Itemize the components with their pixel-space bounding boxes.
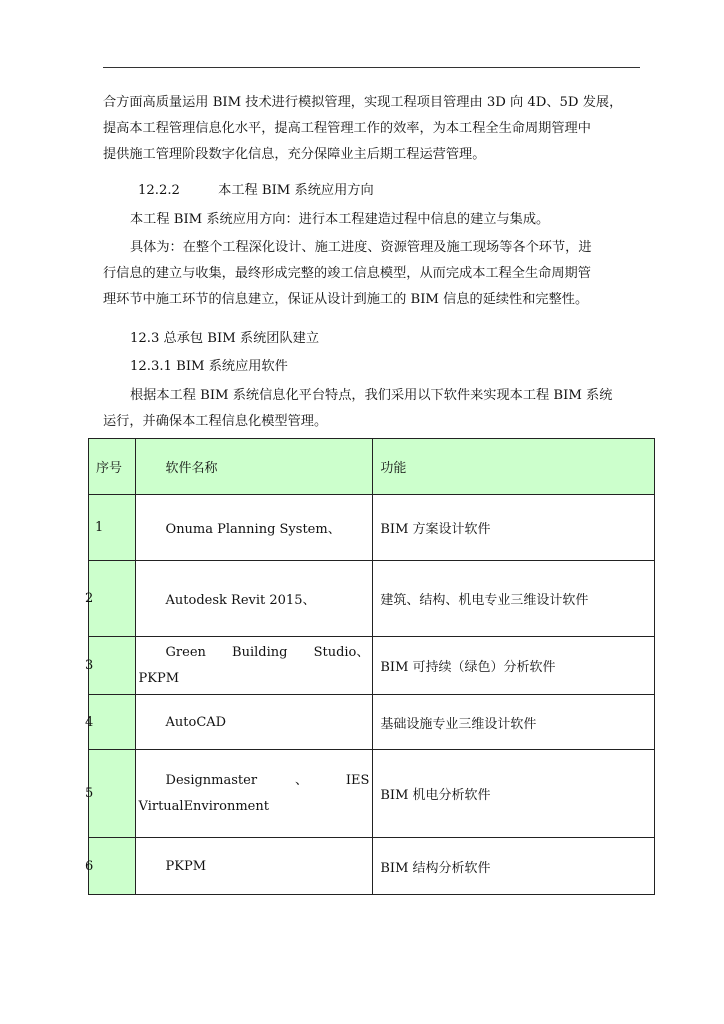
row-name-cell bbox=[135, 637, 373, 695]
row-no-cell bbox=[85, 561, 136, 637]
row-name-word: Building bbox=[232, 644, 288, 660]
header-name-label: 软件名称 bbox=[165, 461, 218, 476]
header-name bbox=[135, 439, 373, 495]
row-name-cell bbox=[135, 695, 373, 750]
row-no: 4 bbox=[85, 714, 94, 730]
row-no: 5 bbox=[85, 786, 94, 801]
row-no-cell bbox=[89, 495, 136, 561]
section-heading-12-2-2 bbox=[130, 178, 374, 204]
row-name-wrapped bbox=[136, 640, 373, 692]
row-no-cell bbox=[85, 838, 136, 895]
software-paragraph bbox=[103, 383, 643, 435]
row-no-cell bbox=[85, 750, 136, 838]
header-no-label: 序号 bbox=[96, 461, 123, 476]
intro-paragraph bbox=[103, 90, 643, 168]
header-rule bbox=[103, 67, 640, 68]
row-name-line2: PKPM bbox=[138, 670, 180, 686]
section-number: 12.2.2 bbox=[138, 183, 180, 198]
row-name-word: Green bbox=[165, 644, 206, 660]
row-name-wrapped bbox=[136, 768, 373, 820]
table-header-row bbox=[89, 439, 655, 495]
row-function-cell bbox=[373, 495, 655, 561]
row-name-line1 bbox=[139, 640, 370, 666]
row-function-cell bbox=[373, 637, 655, 695]
row-function-cell bbox=[373, 561, 655, 637]
intro-line: 提高本工程管理信息化水平，提高工程管理工作的效率，为本工程全生命周期管理中 bbox=[103, 121, 591, 136]
row-name-cell bbox=[135, 750, 373, 838]
row-name-word: IES bbox=[345, 772, 370, 788]
row-function-cell bbox=[373, 695, 655, 750]
table-row bbox=[89, 561, 655, 637]
detail-line: 行信息的建立与收集，最终形成完整的竣工信息模型，从而完成本工程全生命周期管 bbox=[103, 266, 591, 281]
row-function: BIM 结构分析软件 bbox=[380, 860, 491, 876]
table-row bbox=[89, 495, 655, 561]
table-row bbox=[89, 637, 655, 695]
row-no: 3 bbox=[85, 658, 94, 673]
table-row bbox=[89, 750, 655, 838]
row-name-line1 bbox=[139, 768, 370, 794]
row-name-line2: VirtualEnvironment bbox=[138, 798, 269, 814]
software-line: 根据本工程 BIM 系统信息化平台特点，我们采用以下软件来实现本工程 BIM 系统 bbox=[130, 388, 613, 403]
row-name: Autodesk Revit 2015、 bbox=[165, 593, 316, 608]
direction-line: 本工程 BIM 系统应用方向：进行本工程建造过程中信息的建立与集成。 bbox=[130, 212, 550, 227]
table-row bbox=[89, 695, 655, 750]
row-function: BIM 可持续（绿色）分析软件 bbox=[380, 660, 556, 675]
header-no bbox=[89, 439, 136, 495]
detail-line: 理环节中施工环节的信息建立，保证从设计到施工的 BIM 信息的延续性和完整性。 bbox=[103, 292, 589, 307]
row-no: 2 bbox=[85, 591, 94, 606]
row-name-cell bbox=[135, 495, 373, 561]
row-no-cell bbox=[85, 637, 136, 695]
section-heading-12-3: 12.3 总承包 BIM 系统团队建立 bbox=[130, 331, 320, 346]
row-name: AutoCAD bbox=[165, 714, 227, 730]
direction-paragraph bbox=[103, 207, 643, 233]
row-no: 6 bbox=[85, 858, 94, 874]
row-no: 1 bbox=[95, 520, 104, 535]
software-table bbox=[85, 438, 655, 895]
row-name-word: Studio、 bbox=[313, 644, 370, 660]
intro-line: 合方面高质量运用 BIM 技术进行模拟管理，实现工程项目管理由 3D 向 4D、5D 发展， bbox=[103, 95, 623, 110]
detail-line: 具体为：在整个工程深化设计、施工进度、资源管理及施工现场等各个环节，进 bbox=[130, 240, 592, 255]
row-function-cell bbox=[373, 750, 655, 838]
row-name-cell bbox=[135, 561, 373, 637]
row-name-word: Designmaster bbox=[165, 772, 258, 788]
row-name: Onuma Planning System、 bbox=[165, 522, 341, 537]
header-function-label: 功能 bbox=[380, 461, 407, 476]
row-no-cell bbox=[85, 695, 136, 750]
header-function bbox=[373, 439, 655, 495]
row-function: 建筑、结构、机电专业三维设计软件 bbox=[380, 593, 589, 608]
row-name: PKPM bbox=[165, 858, 207, 874]
row-function: BIM 机电分析软件 bbox=[380, 788, 491, 803]
row-name-word: 、 bbox=[294, 772, 308, 788]
row-function-cell bbox=[373, 838, 655, 895]
detail-paragraph bbox=[103, 235, 643, 313]
intro-line: 提供施工管理阶段数字化信息，充分保障业主后期工程运营管理。 bbox=[103, 147, 486, 162]
section-heading-12-3-1: 12.3.1 BIM 系统应用软件 bbox=[130, 359, 288, 374]
table-row bbox=[89, 838, 655, 895]
row-name-cell bbox=[135, 838, 373, 895]
section-title: 本工程 BIM 系统应用方向 bbox=[218, 183, 374, 198]
row-function: 基础设施专业三维设计软件 bbox=[380, 716, 537, 732]
software-line: 运行，并确保本工程信息化模型管理。 bbox=[103, 414, 328, 429]
row-function: BIM 方案设计软件 bbox=[380, 522, 491, 537]
